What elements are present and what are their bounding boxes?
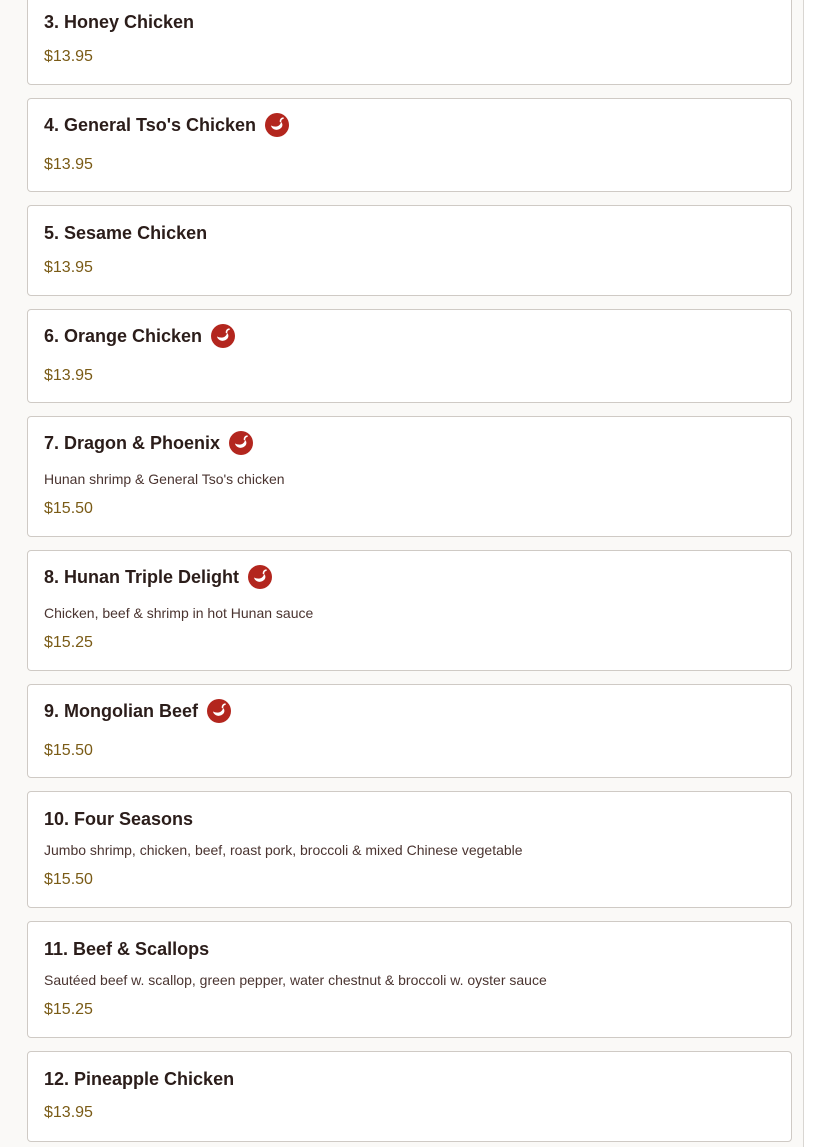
chili-pepper-icon xyxy=(265,113,289,137)
menu-item-price: $15.50 xyxy=(44,500,93,517)
menu-item-description: Chicken, beef & shrimp in hot Hunan sauce xyxy=(44,605,314,621)
menu-item-card[interactable] xyxy=(27,98,792,192)
menu-item-card[interactable] xyxy=(27,416,792,537)
chili-pepper-icon xyxy=(207,699,231,723)
menu-item-card[interactable] xyxy=(27,684,792,778)
chili-pepper-icon xyxy=(229,431,253,455)
menu-item-price: $15.25 xyxy=(44,634,93,651)
chili-pepper-icon xyxy=(248,565,272,589)
menu-item-name: 10. Four Seasons xyxy=(44,809,194,829)
menu-item-price: $13.95 xyxy=(44,48,93,65)
menu-item-price: $15.25 xyxy=(44,1001,93,1018)
menu-item-card[interactable] xyxy=(27,791,792,908)
menu-item-card[interactable] xyxy=(27,1051,792,1142)
menu-item-card[interactable] xyxy=(27,309,792,403)
menu-item-price: $15.50 xyxy=(44,742,93,759)
menu-item-price: $13.95 xyxy=(44,367,93,384)
menu-item-card[interactable] xyxy=(27,921,792,1038)
menu-item-description: Jumbo shrimp, chicken, beef, roast pork, broccoli & mixed Chinese vegetable xyxy=(44,842,523,858)
menu-item-name: 11. Beef & Scallops xyxy=(44,939,210,959)
menu-item-card[interactable] xyxy=(27,550,792,671)
menu-item-name: 3. Honey Chicken xyxy=(44,12,195,32)
menu-item-card[interactable] xyxy=(27,205,792,296)
menu-item-list xyxy=(27,0,792,1147)
menu-item-name: 9. Mongolian Beef xyxy=(44,701,199,721)
menu-item-description: Hunan shrimp & General Tso's chicken xyxy=(44,471,285,487)
menu-item-name: 8. Hunan Triple Delight xyxy=(44,567,240,587)
menu-item-name: 5. Sesame Chicken xyxy=(44,223,208,243)
chili-pepper-icon xyxy=(211,324,235,348)
menu-item-card[interactable] xyxy=(27,0,792,85)
menu-item-name: 12. Pineapple Chicken xyxy=(44,1069,235,1089)
menu-item-description: Sautéed beef w. scallop, green pepper, water chestnut & broccoli w. oyster sauce xyxy=(44,972,547,988)
menu-item-price: $13.95 xyxy=(44,259,93,276)
menu-item-name: 6. Orange Chicken xyxy=(44,326,203,346)
menu-item-name: 4. General Tso's Chicken xyxy=(44,115,257,135)
menu-item-price: $15.50 xyxy=(44,871,93,888)
menu-item-name: 7. Dragon & Phoenix xyxy=(44,433,221,453)
menu-item-price: $13.95 xyxy=(44,1104,93,1121)
menu-item-price: $13.95 xyxy=(44,156,93,173)
